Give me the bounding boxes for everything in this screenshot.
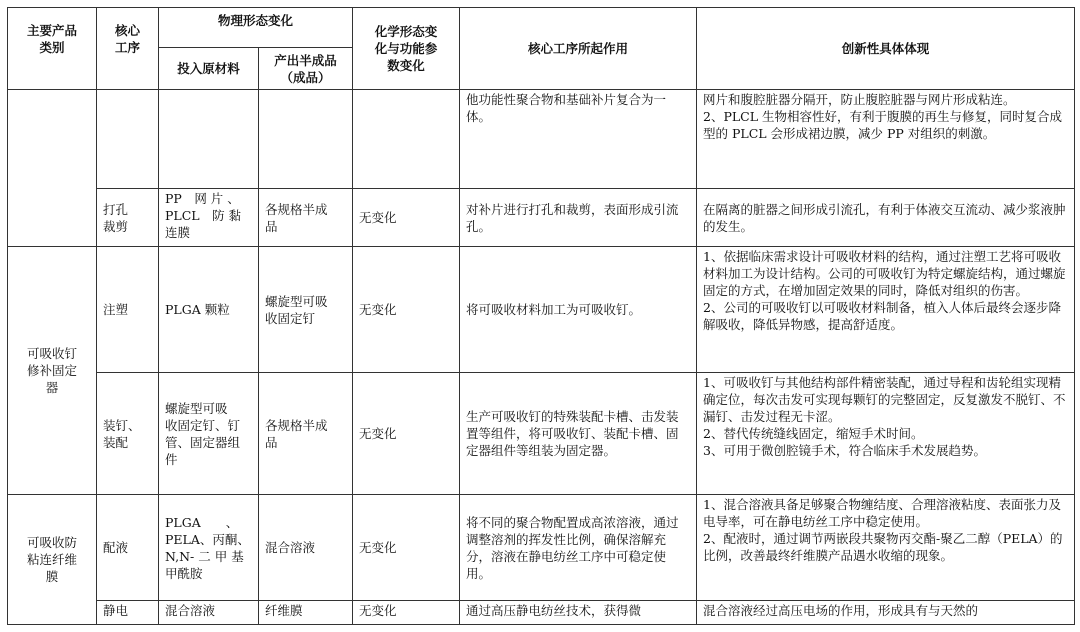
innovation-cell: 混合溶液经过高压电场的作用，形成具有与天然的 (697, 601, 1075, 625)
header-role: 核心工序所起作用 (460, 8, 697, 90)
role-cell: 将可吸收材料加工为可吸收钉。 (460, 247, 697, 373)
innovation-cell: 1、依据临床需求设计可吸收材料的结构，通过注塑工艺将可吸收材料加工为设计结构。公司的可吸收钉为特定螺旋结构，通过螺旋固定的方式，在增加固定效果的同时，降低对组织的伤害。 2、公司的可吸收钉以可吸收材料制备，植入人体后最终会逐步降解吸收，降低异物感，提高舒适度。 (697, 247, 1075, 373)
output-cell: 各规格半成 品 (259, 373, 353, 495)
innovation-cell: 1、可吸收钉与其他结构部件精密装配，通过导程和齿轮组实现精确定位，每次击发可实现每颗钉的完整固定，反复激发不脱钉、不漏钉、击发过程无卡涩。 2、替代传统缝线固定，缩短手术时间。 3、可用于微创腔镜手术，符合临床手术发展趋势。 (697, 373, 1075, 495)
role-cell: 将不同的聚合物配置成高浓溶液，通过调整溶剂的挥发性比例，确保溶解充分，溶液在静电纺丝工序中可稳定使用。 (460, 495, 697, 601)
material-cell (159, 90, 259, 189)
header-category: 主要产品 类别 (8, 8, 97, 90)
output-cell (259, 90, 353, 189)
material-cell: PP 网 片 、 PLCL 防 黏 连膜 (159, 189, 259, 247)
output-cell: 各规格半成 品 (259, 189, 353, 247)
header-physical-change: 物理形态变化 (159, 8, 353, 48)
innovation-cell: 在隔离的脏器之间形成引流孔，有利于体液交互流动、减少浆液肿的发生。 (697, 189, 1075, 247)
process-cell (97, 90, 159, 189)
material-cell: 螺旋型可吸 收固定钉、钉 管、固定器组 件 (159, 373, 259, 495)
process-cell: 装钉、 装配 (97, 373, 159, 495)
chemical-cell: 无变化 (353, 189, 460, 247)
chemical-cell: 无变化 (353, 373, 460, 495)
header-output: 产出半成品 （成品） (259, 48, 353, 90)
category-cell-continued (8, 90, 97, 247)
role-cell: 生产可吸收钉的特殊装配卡槽、击发装置等组件，将可吸收钉、装配卡槽、固定器组件等组装为固定器。 (460, 373, 697, 495)
category-cell: 可吸收防 粘连纤维 膜 (8, 495, 97, 625)
role-cell: 通过高压静电纺丝技术，获得微 (460, 601, 697, 625)
process-cell: 静电 (97, 601, 159, 625)
output-cell: 混合溶液 (259, 495, 353, 601)
category-cell: 可吸收钉 修补固定 器 (8, 247, 97, 495)
header-input-material: 投入原材料 (159, 48, 259, 90)
process-cell: 配液 (97, 495, 159, 601)
material-cell: PLGA 、 PELA、丙酮、 N,N- 二 甲 基 甲酰胺 (159, 495, 259, 601)
process-cell: 打孔 裁剪 (97, 189, 159, 247)
output-cell: 螺旋型可吸 收固定钉 (259, 247, 353, 373)
innovation-cell: 1、混合溶液具备足够聚合物缠结度、合理溶液粘度、表面张力及电导率，可在静电纺丝工序中稳定使用。 2、配液时，通过调节两嵌段共聚物丙交酯-聚乙二醇（PELA）的比例，改善最终纤维膜产品遇水收缩的现象。 (697, 495, 1075, 601)
chemical-cell (353, 90, 460, 189)
innovation-cell: 网片和腹腔脏器分隔开，防止腹腔脏器与网片形成粘连。 2、PLCL 生物相容性好，有利于腹膜的再生与修复，同时复合成型的 PLCL 会形成裙边膜，减少 PP 对组织的刺激。 (697, 90, 1075, 189)
process-table (7, 7, 1075, 625)
process-cell: 注塑 (97, 247, 159, 373)
output-cell: 纤维膜 (259, 601, 353, 625)
role-cell: 对补片进行打孔和裁剪，表面形成引流孔。 (460, 189, 697, 247)
chemical-cell: 无变化 (353, 495, 460, 601)
chemical-cell: 无变化 (353, 247, 460, 373)
role-cell: 他功能性聚合物和基础补片复合为一体。 (460, 90, 697, 189)
header-chemical-change: 化学形态变 化与功能参 数变化 (353, 8, 460, 90)
material-cell: 混合溶液 (159, 601, 259, 625)
header-core-process: 核心 工序 (97, 8, 159, 90)
chemical-cell: 无变化 (353, 601, 460, 625)
material-cell: PLGA 颗粒 (159, 247, 259, 373)
header-innovation: 创新性具体体现 (697, 8, 1075, 90)
